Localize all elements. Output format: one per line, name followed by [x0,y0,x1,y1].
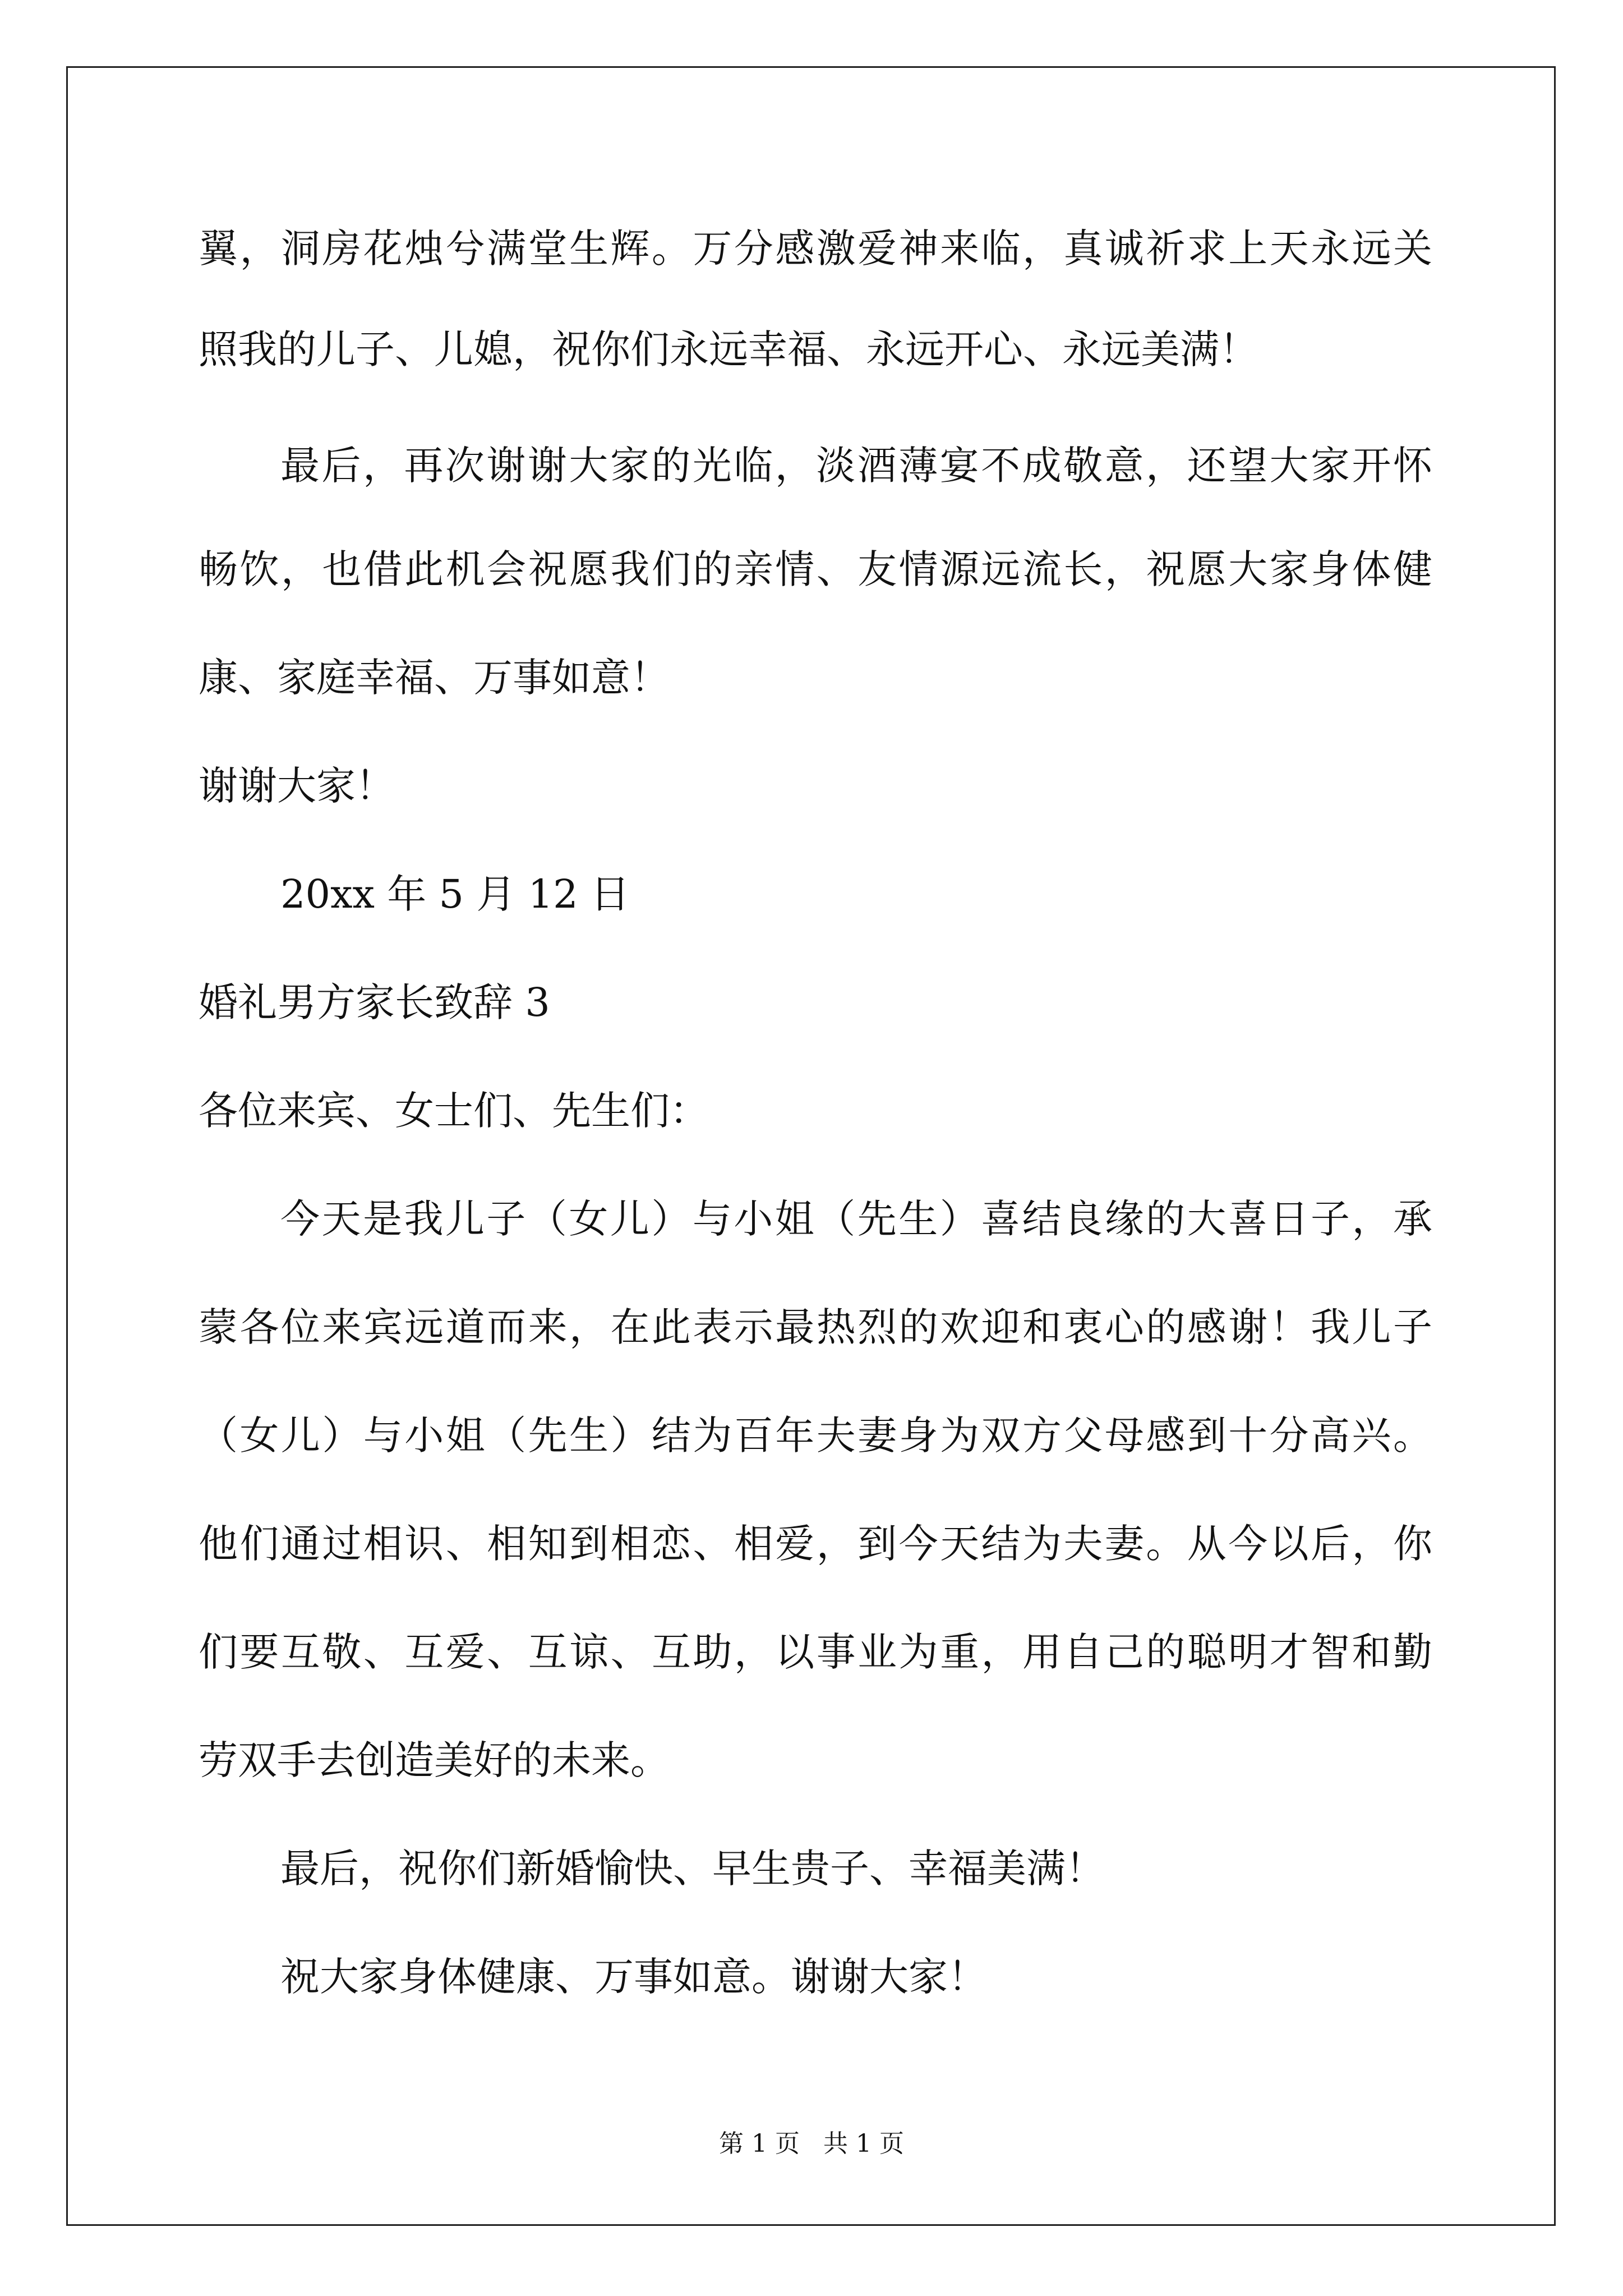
paragraph-line: 今天是我儿子（女儿）与小姐（先生）喜结良缘的大喜日子，承 [280,1196,1432,1242]
paragraph-line: （女儿）与小姐（先生）结为百年夫妻身为双方父母感到十分高兴。 [199,1412,1432,1458]
paragraph-line: 康、家庭幸福、万事如意！ [199,655,670,701]
page-border [66,66,1556,2226]
closing-thanks: 谢谢大家！ [199,763,395,809]
paragraph-line: 最后，祝你们新婚愉快、早生贵子、幸福美满！ [280,1846,1105,1892]
paragraph-line: 翼，洞房花烛兮满堂生辉。万分感激爱神来临，真诚祈求上天永远关 [199,226,1432,272]
salutation: 各位来宾、女士们、先生们： [199,1088,709,1134]
page-number-footer: 第 1 页 共 1 页 [719,2129,904,2158]
paragraph-line: 祝大家身体健康、万事如意。谢谢大家！ [280,1954,987,2000]
date-line: 20xx 年 5 月 12 日 [280,871,630,917]
paragraph-line: 蒙各位来宾远道而来，在此表示最热烈的欢迎和衷心的感谢！我儿子 [199,1304,1432,1350]
paragraph-line: 他们通过相识、相知到相恋、相爱，到今天结为夫妻。从今以后，你 [199,1521,1432,1567]
paragraph-line: 们要互敬、互爱、互谅、互助，以事业为重，用自己的聪明才智和勤 [199,1629,1432,1675]
paragraph-line: 最后，再次谢谢大家的光临，淡酒薄宴不成敬意，还望大家开怀 [280,443,1432,489]
paragraph-line: 劳双手去创造美好的未来。 [199,1737,670,1783]
paragraph-line: 畅饮，也借此机会祝愿我们的亲情、友情源远流长，祝愿大家身体健 [199,546,1432,592]
paragraph-line: 照我的儿子、儿媳，祝你们永远幸福、永远开心、永远美满！ [199,326,1258,372]
section-title: 婚礼男方家长致辞 3 [199,979,550,1025]
